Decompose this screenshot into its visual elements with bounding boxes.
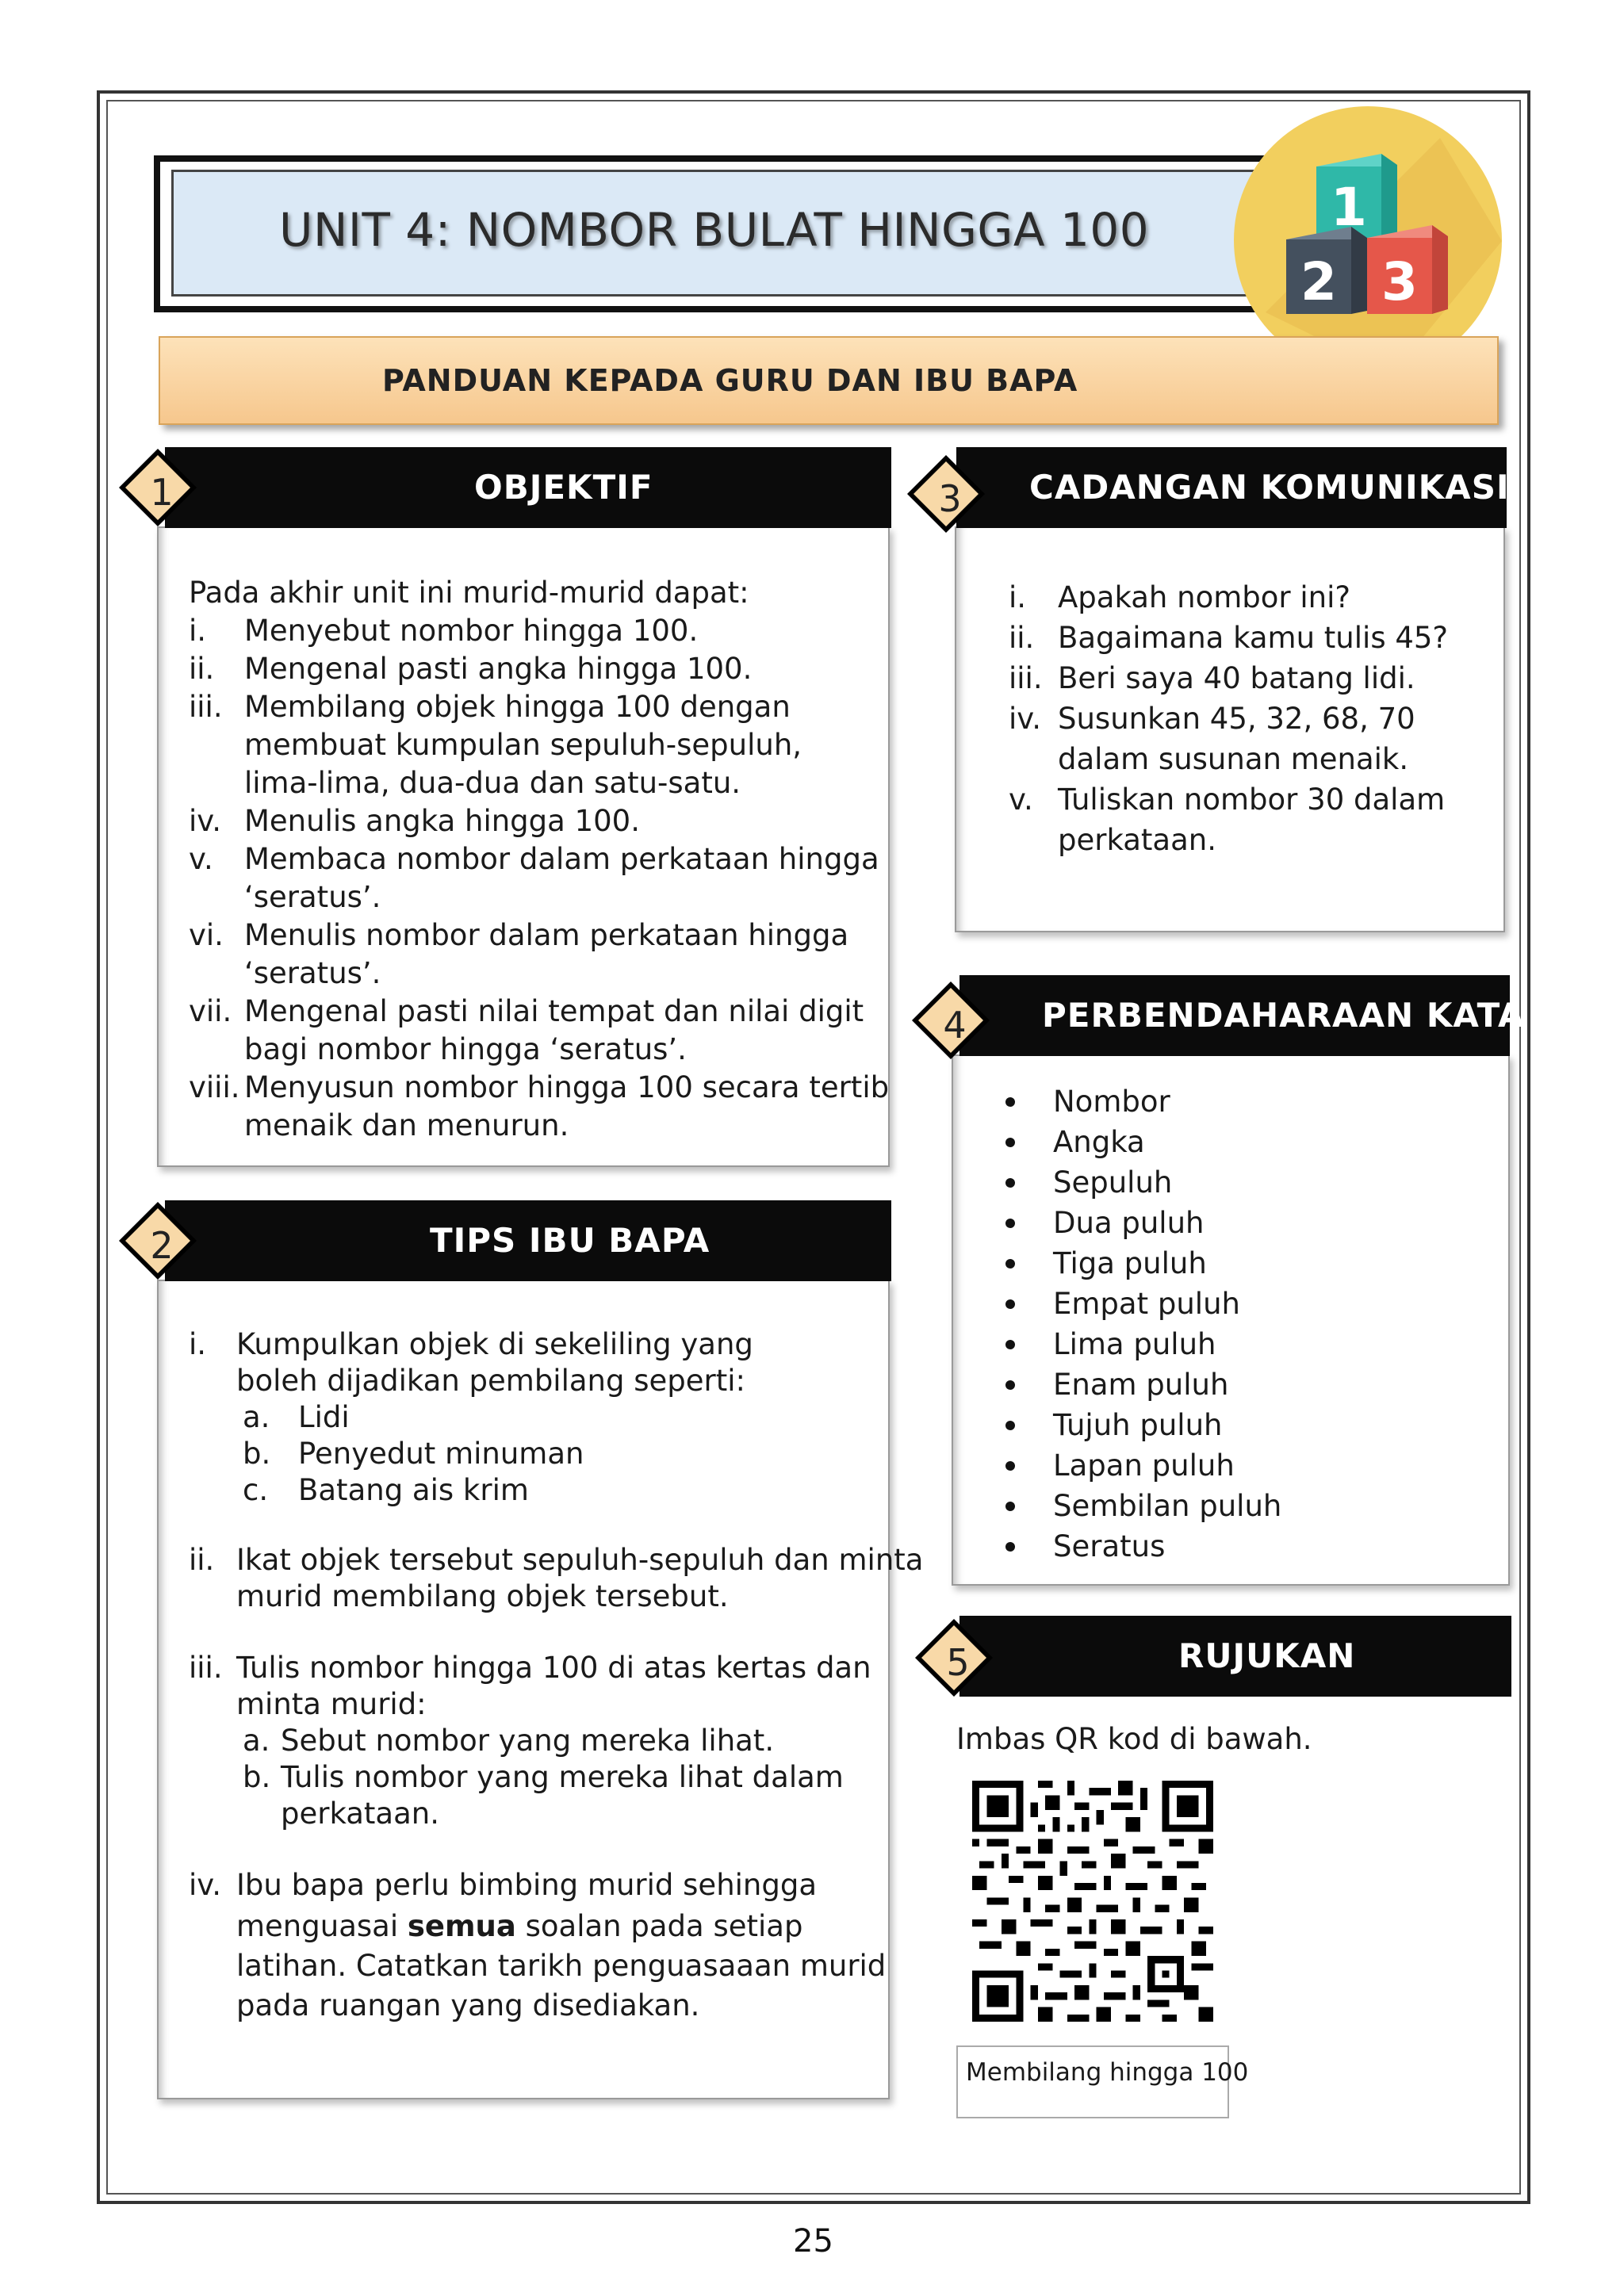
objektif-item-text: bagi nombor hingga ‘seratus’. — [244, 1032, 687, 1066]
guide-banner-text: PANDUAN KEPADA GURU DAN IBU BAPA — [382, 363, 1078, 398]
rujukan-instruction: Imbas QR kod di bawah. — [956, 1722, 1312, 1756]
tips-item-num: i. — [189, 1327, 207, 1361]
bullet-icon — [1005, 1340, 1015, 1349]
cadangan-item-num: i. — [1009, 580, 1027, 614]
tips-item-text: latihan. Catatkan tarikh penguasaaan murid — [236, 1949, 887, 1983]
tips-item-text — [236, 1908, 802, 1946]
cadangan-item-num: iii. — [1009, 661, 1043, 695]
kata-word: Lapan puluh — [1053, 1448, 1235, 1483]
section-2-number: 2 — [150, 1224, 174, 1267]
kata-word: Lima puluh — [1053, 1327, 1216, 1361]
tips-item-num: ii. — [189, 1543, 215, 1577]
cadangan-item-text: Susunkan 45, 32, 68, 70 — [1058, 702, 1415, 736]
logo-digit-3: 3 — [1381, 251, 1418, 312]
objektif-item-text: Menulis nombor dalam perkataan hingga — [244, 918, 849, 952]
objektif-item-text: Membaca nombor dalam perkataan hingga — [244, 842, 879, 876]
tips-item-text: pada ruangan yang disediakan. — [236, 1988, 700, 2022]
kata-word: Angka — [1053, 1125, 1145, 1159]
objektif-item-num: v. — [189, 842, 213, 876]
rujukan-header — [959, 1616, 1511, 1697]
objektif-item-text: menaik dan menurun. — [244, 1108, 569, 1142]
guide-banner — [159, 336, 1499, 425]
section-1-number: 1 — [150, 471, 174, 514]
tips-item-text: Kumpulkan objek di sekeliling yang — [236, 1327, 753, 1361]
objektif-header — [165, 447, 891, 528]
cadangan-item-text: perkataan. — [1058, 823, 1216, 857]
kata-word: Tujuh puluh — [1053, 1408, 1223, 1442]
cadangan-item-text: dalam susunan menaik. — [1058, 742, 1409, 776]
bullet-icon — [1005, 1178, 1015, 1188]
bullet-icon — [1005, 1542, 1015, 1552]
tips-item-text: murid membilang objek tersebut. — [236, 1579, 729, 1613]
bullet-icon — [1005, 1299, 1015, 1309]
kata-heading: PERBENDAHARAAN KATA — [1042, 996, 1525, 1035]
tips-item-text: minta murid: — [236, 1687, 427, 1721]
bullet-icon — [1005, 1502, 1015, 1511]
tips-sub-text: perkataan. — [281, 1797, 439, 1831]
bullet-icon — [1005, 1219, 1015, 1228]
bullet-icon — [1005, 1380, 1015, 1390]
tips-text-pre: menguasai — [236, 1909, 408, 1943]
objektif-item-text: Menulis angka hingga 100. — [244, 804, 640, 838]
kata-word: Tiga puluh — [1053, 1246, 1207, 1280]
tips-item-text: Ibu bapa perlu bimbing murid sehingga — [236, 1868, 818, 1902]
objektif-item-num: iii. — [189, 690, 223, 724]
cadangan-header — [956, 447, 1510, 528]
qr-code-icon[interactable] — [972, 1781, 1213, 2022]
bullet-icon — [1005, 1259, 1015, 1269]
tips-sub-text: Lidi — [298, 1400, 350, 1434]
kata-word: Dua puluh — [1053, 1206, 1205, 1240]
kata-word: Seratus — [1053, 1529, 1166, 1563]
objektif-item-text: Menyebut nombor hingga 100. — [244, 614, 699, 648]
logo-digit-1: 1 — [1331, 177, 1367, 238]
section-4-number: 4 — [943, 1004, 967, 1047]
kata-word: Enam puluh — [1053, 1368, 1229, 1402]
tips-sub-text: Batang ais krim — [298, 1473, 529, 1507]
objektif-item-text: ‘seratus’. — [244, 956, 381, 990]
bullet-icon — [1005, 1421, 1015, 1430]
objektif-item-num: ii. — [189, 652, 215, 686]
bullet-icon — [1005, 1461, 1015, 1471]
tips-item-num: iv. — [189, 1868, 222, 1902]
objektif-item-text: membuat kumpulan sepuluh-sepuluh, — [244, 728, 802, 762]
objektif-intro: Pada akhir unit ini murid-murid dapat: — [189, 576, 749, 610]
tips-sub-num: b. — [243, 1437, 271, 1471]
unit-title: UNIT 4: NOMBOR BULAT HINGGA 100 — [279, 203, 1150, 257]
objektif-item-text: lima-lima, dua-dua dan satu-satu. — [244, 766, 741, 800]
page-number: 25 — [793, 2223, 833, 2260]
cadangan-heading: CADANGAN KOMUNIKASI — [1029, 468, 1510, 507]
objektif-item-text: Mengenal pasti nilai tempat dan nilai digit — [244, 994, 864, 1028]
tips-sub-num: c. — [243, 1473, 269, 1507]
cadangan-item-text: Beri saya 40 batang lidi. — [1058, 661, 1415, 695]
cadangan-item-text: Tuliskan nombor 30 dalam — [1058, 783, 1446, 817]
logo-digit-2: 2 — [1300, 251, 1337, 312]
objektif-item-num: vi. — [189, 918, 224, 952]
tips-sub-num: a. — [243, 1400, 270, 1434]
kata-word: Sembilan puluh — [1053, 1489, 1282, 1523]
tips-text-post: soalan pada setiap — [515, 1909, 803, 1943]
tips-item-text: boleh dijadikan pembilang seperti: — [236, 1364, 745, 1398]
tips-sub-text: Penyedut minuman — [298, 1437, 584, 1471]
kata-word: Empat puluh — [1053, 1287, 1240, 1321]
tips-header — [165, 1200, 891, 1281]
objektif-item-num: viii. — [189, 1070, 240, 1104]
objektif-item-num: i. — [189, 614, 207, 648]
cadangan-item-num: iv. — [1009, 702, 1042, 736]
tips-sub-text: Tulis nombor yang mereka lihat dalam — [281, 1760, 844, 1794]
cadangan-item-num: ii. — [1009, 621, 1035, 655]
rujukan-heading: RUJUKAN — [1178, 1636, 1356, 1675]
tips-sub-num: b. — [243, 1760, 271, 1794]
objektif-item-text: ‘seratus’. — [244, 880, 381, 914]
kata-header — [959, 975, 1525, 1056]
tips-item-text: Ikat objek tersebut sepuluh-sepuluh dan minta — [236, 1543, 924, 1577]
objektif-item-num: vii. — [189, 994, 232, 1028]
objektif-item-num: iv. — [189, 804, 222, 838]
tips-item-text: Tulis nombor hingga 100 di atas kertas dan — [236, 1651, 871, 1685]
objektif-item-text: Membilang objek hingga 100 dengan — [244, 690, 791, 724]
section-3-number: 3 — [938, 477, 962, 520]
tips-heading: TIPS IBU BAPA — [430, 1221, 710, 1260]
tips-sub-num: a. — [243, 1724, 270, 1758]
cadangan-item-text: Apakah nombor ini? — [1058, 580, 1351, 614]
bullet-icon — [1005, 1097, 1015, 1107]
tips-sub-text: Sebut nombor yang mereka lihat. — [281, 1724, 775, 1758]
objektif-heading: OBJEKTIF — [474, 468, 653, 507]
number-blocks-icon — [1234, 106, 1502, 374]
tips-text-emphasis: semua — [407, 1909, 516, 1943]
section-5-number: 5 — [946, 1641, 970, 1684]
unit-title-box — [154, 155, 1288, 312]
bullet-icon — [1005, 1138, 1015, 1147]
qr-caption: Membilang hingga 100 — [956, 2045, 1229, 2118]
cadangan-item-num: v. — [1009, 783, 1033, 817]
tips-item-num: iii. — [189, 1651, 223, 1685]
kata-word: Sepuluh — [1053, 1165, 1173, 1200]
objektif-item-text: Menyusun nombor hingga 100 secara tertib — [244, 1070, 890, 1104]
kata-word: Nombor — [1053, 1085, 1170, 1119]
objektif-item-text: Mengenal pasti angka hingga 100. — [244, 652, 753, 686]
cadangan-item-text: Bagaimana kamu tulis 45? — [1058, 621, 1449, 655]
